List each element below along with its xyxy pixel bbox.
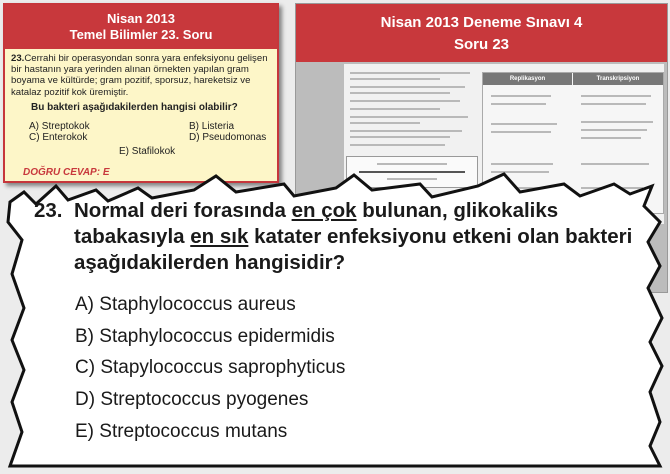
left-option-c: C) Enterokok (29, 132, 88, 144)
question-number: 23. (34, 199, 63, 222)
left-option-a: A) Streptokok (29, 121, 90, 133)
main-question (34, 198, 649, 276)
left-card-title: Nisan 2013 (107, 11, 175, 26)
table-header-replication: Replikasyon (483, 73, 572, 85)
left-option-d: D) Pseudomonas (189, 132, 267, 144)
option-b: B) Staphylococcus epidermidis (75, 326, 335, 347)
option-d: D) Streptococcus pyogenes (75, 389, 309, 410)
option-e: E) Streptococcus mutans (75, 421, 288, 442)
table-header-transcription: Transkripsiyon (573, 73, 663, 85)
left-question-card (3, 3, 279, 183)
left-card-stem: Cerrahi bir operasyondan sonra yara enfeksiyonu gelişen bir hastanın yara yerinden alınan örnekten yapılan gram boyama ve kültürde; gram pozitif, sporsuz, hareketsiz ve katalaz pozitif kok üremiştir. (11, 53, 268, 98)
left-card-options (11, 121, 271, 161)
left-card-header (5, 5, 277, 49)
option-a: A) Staphylococcus aureus (75, 294, 296, 315)
stem-part-1: Normal deri forasında (74, 199, 292, 222)
stem-emphasis-most-frequent: en sık (190, 225, 249, 248)
left-option-e: E) Stafilokok (119, 146, 176, 158)
correct-answer: DOĞRU CEVAP: E (23, 167, 110, 178)
stem-part-3: katater enfeksiyonu etkeni olan bakteri aşağıdakilerden hangisidir? (74, 225, 633, 274)
left-card-question (5, 49, 277, 161)
stem-emphasis-most: en çok (291, 199, 357, 222)
stem-part-2: bulunan, glikokaliks tabakasıyla (74, 199, 559, 248)
left-card-number: 23. (11, 53, 25, 64)
left-option-b: B) Listeria (189, 121, 235, 133)
option-c: C) Stapylococcus saprophyticus (75, 357, 346, 378)
right-card-header (296, 4, 667, 62)
question-stem (74, 198, 649, 276)
right-card-title: Nisan 2013 Deneme Sınavı 4 (380, 14, 583, 31)
left-card-ask: Bu bakteri aşağıdakilerden hangisi olabilir? (31, 101, 238, 113)
left-card-subtitle: Temel Bilimler 23. Soru (69, 27, 213, 42)
right-card-subtitle: Soru 23 (453, 36, 510, 53)
